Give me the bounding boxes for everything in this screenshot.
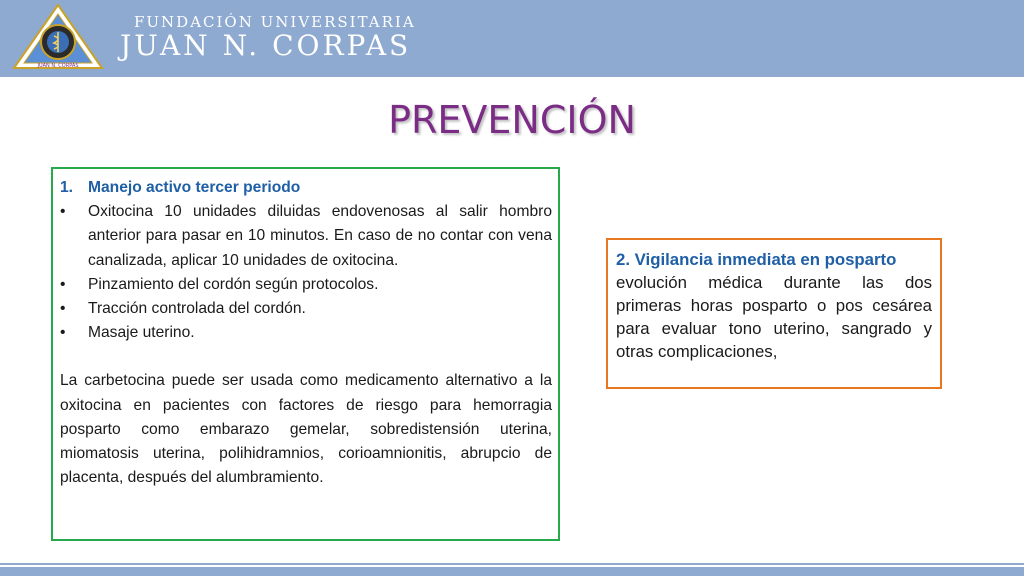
carbetocin-paragraph: La carbetocina puede ser usada como medicamento alternativo a la oxitocina en pacientes con factores de riesgo para hemorragia posparto como embarazo gemelar, sobredistensión uterina, miomatosis uterina, polihidramnios, corioamnionitis, abrupcio de placenta, después del alumbramiento. (60, 372, 552, 487)
list-item (60, 200, 552, 273)
active-management-box (51, 167, 560, 541)
institution-subtitle: FUNDACIÓN UNIVERSITARIA (134, 13, 416, 31)
section-1-heading (60, 176, 552, 200)
list-item (60, 297, 552, 321)
bullet-text: Pinzamiento del cordón según protocolos. (88, 275, 379, 293)
list-item (60, 273, 552, 297)
slide-title: PREVENCIÓN (388, 98, 636, 142)
bullet-icon: • (60, 203, 66, 221)
university-logo (10, 2, 106, 72)
bullet-icon: • (60, 275, 66, 293)
bullet-text: Tracción controlada del cordón. (88, 300, 306, 318)
bullet-text: Oxitocina 10 unidades diluidas endovenosas al salir hombro anterior para pasar en 10 minutos. En caso de no contar con vena canalizada, aplicar 10 unidades de oxitocina. (88, 203, 552, 269)
postpartum-monitoring-box (606, 238, 942, 389)
institution-name: JUAN N. CORPAS (120, 29, 412, 62)
section-2-heading: 2. Vigilancia inmediata en posparto (616, 250, 897, 269)
section-1-title: Manejo activo tercer periodo (88, 179, 301, 196)
bullet-list (60, 200, 552, 345)
list-item (60, 321, 552, 345)
bullet-icon: • (60, 324, 66, 342)
logo-caption: JUAN N. CORPAS (37, 63, 79, 69)
section-1-number: 1. (60, 179, 74, 196)
section-2-body: evolución médica durante las dos primeras horas posparto o pos cesárea para evaluar tono uterino, sangrado y otras complicaciones, (616, 273, 932, 361)
footer-band (0, 567, 1024, 576)
header-band (0, 0, 1024, 77)
bullet-icon: • (60, 300, 66, 318)
footer-line (0, 563, 1024, 565)
bullet-text: Masaje uterino. (88, 324, 195, 342)
